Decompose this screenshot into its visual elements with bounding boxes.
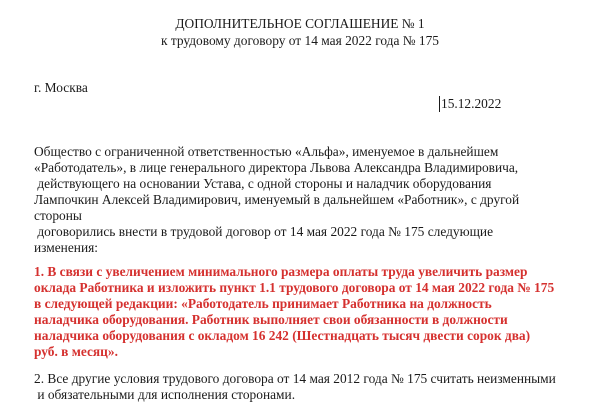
intro-line: изменения: (34, 240, 99, 255)
document-subtitle: к трудовому договору от 14 мая 2022 года № 175 (161, 33, 439, 48)
clause-1-line: в следующей редакции: «Работодатель принимает Работника на должность (34, 296, 492, 311)
text-cursor (439, 96, 440, 112)
intro-line: Лампочкин Алексей Владимирович, именуемый в дальнейшем «Работник», с другой (34, 192, 520, 207)
document-title: ДОПОЛНИТЕЛЬНОЕ СОГЛАШЕНИЕ № 1 (175, 16, 425, 31)
city-label: г. Москва (34, 80, 88, 95)
clause-1-line: 1. В связи с увеличением минимального размера оплаты труда увеличить размер (34, 264, 528, 279)
document-date: 15.12.2022 (441, 96, 502, 111)
clause-2-line: 2. Все другие условия трудового договора от 14 мая 2012 года № 175 считать неизменными (34, 371, 556, 386)
intro-line: договорились внести в трудовой договор от 14 мая 2022 года № 175 следующие (34, 224, 494, 239)
clause-2-line: и обязательными для исполнения сторонами. (34, 387, 296, 402)
intro-line: действующего на основании Устава, с одной стороны и наладчик оборудования (34, 176, 492, 191)
clause-1-line: оклада Работника и изложить пункт 1.1 трудового договора от 14 мая 2022 года № 175 (34, 280, 555, 295)
intro-line: Общество с ограниченной ответственностью «Альфа», именуемое в дальнейшем (34, 144, 499, 159)
clause-1-line: наладчика оборудования. Работник выполняет свои обязанности в должности (34, 312, 508, 327)
intro-line: стороны (34, 208, 82, 223)
intro-line: «Работодатель», в лице генерального директора Львова Александра Владимировича, (34, 160, 519, 175)
clause-1-line: руб. в месяц». (34, 344, 118, 359)
clause-1-line: наладчика оборудования с окладом 16 242 (Шестнадцать тысяч двести сорок два) (34, 328, 531, 343)
